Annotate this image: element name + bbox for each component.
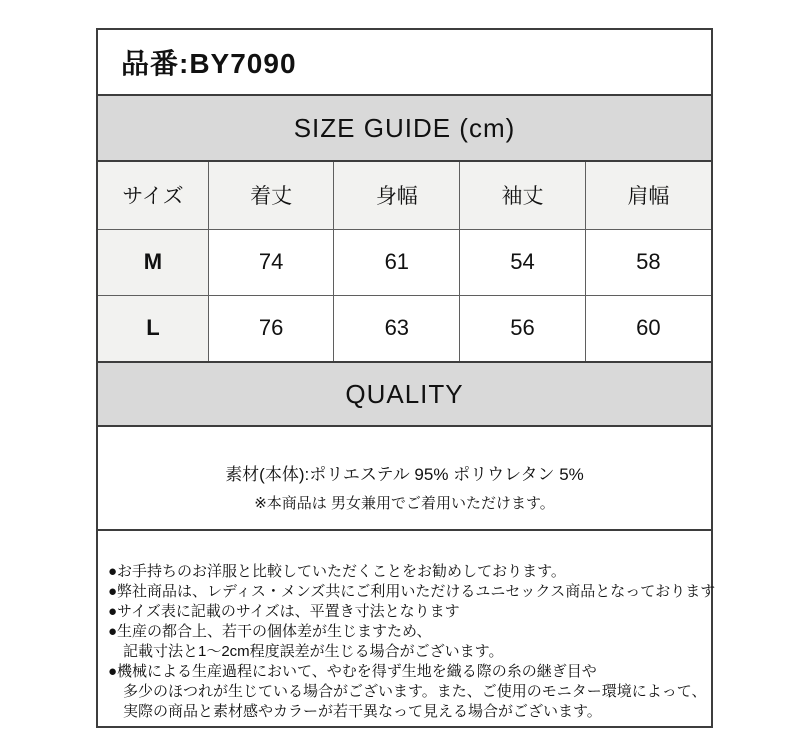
size-guide-header [98,94,711,160]
item-number-bar [98,30,711,94]
note-line: ●生産の都合上、若干の個体差が生じますため、 [108,623,432,640]
note-line: ●サイズ表に記載のサイズは、平置き寸法となります [108,603,460,620]
column-header-sleeve-length: 袖丈 [460,161,586,229]
note-line: ●弊社商品は、レディス・メンズ共にご利用いただけるユニセックス商品となっております [108,583,716,600]
unisex-note: ※本商品は 男女兼用でご着用いただけます。 [254,494,555,512]
size-value: 58 [585,229,711,295]
notes-section [98,529,716,726]
quality-header [98,361,711,425]
note-line: 多少のほつれが生じている場合がございます。また、ご使用のモニター環境によって、 [123,683,707,700]
note-line: ●機械による生産過程において、やむを得ず生地を織る際の糸の継ぎ目や [108,663,597,680]
product-spec-sheet [96,28,716,728]
table-header-row [98,161,711,229]
size-value: 61 [334,229,460,295]
column-header-size: サイズ [98,161,208,229]
note-line: 実際の商品と素材感やカラーが若干異なって見える場合がございます。 [123,703,602,720]
size-value: 54 [460,229,586,295]
material-text: 素材(本体):ポリエステル 95% ポリウレタン 5% [225,464,584,484]
size-guide-title: SIZE GUIDE (cm) [293,112,516,143]
material-section [98,425,711,529]
size-value: 74 [208,229,334,295]
size-value: 63 [334,295,460,361]
column-header-body-width: 身幅 [334,161,460,229]
item-number-text: 品番:BY7090 [121,48,297,79]
note-line: 記載寸法と1～2cm程度誤差が生じる場合がございます。 [123,643,504,660]
quality-title: QUALITY [345,378,464,409]
size-guide-table [98,160,711,361]
size-label: M [98,229,208,295]
note-line: ●お手持ちのお洋服と比較していただくことをお勧めしております。 [108,563,566,580]
size-value: 60 [585,295,711,361]
column-header-body-length: 着丈 [208,161,334,229]
table-row-l [98,295,711,361]
size-label: L [98,295,208,361]
table-row-m [98,229,711,295]
size-value: 76 [208,295,334,361]
column-header-shoulder-width: 肩幅 [585,161,711,229]
size-value: 56 [460,295,586,361]
